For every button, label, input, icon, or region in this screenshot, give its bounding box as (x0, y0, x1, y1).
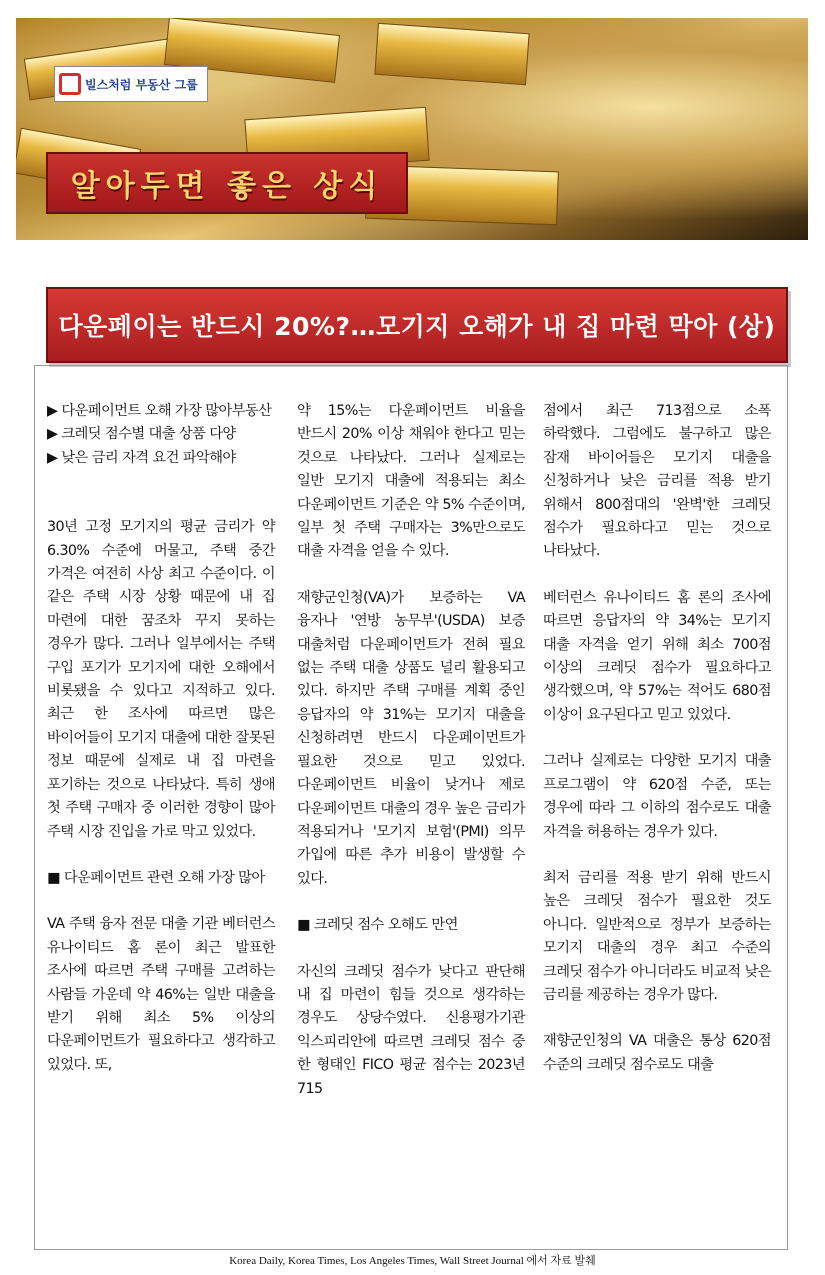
paragraph: 베터런스 유나이티드 홈 론의 조사에 따르면 응답자의 약 34%는 모기지 대출 자격을 얻기 위해 최소 700점 이상의 크레딧 점수가 필요하다고 생각했으며, 약 57%는 적어도 680점 이상이 요구된다고 믿고 있었다. (543, 589, 771, 723)
section-heading: ■ 크레딧 점수 오해도 만연 (297, 917, 458, 934)
bullet-item: ▶ 다운페이먼트 오해 가장 많아부동산 (47, 403, 272, 419)
header-banner-image (16, 18, 808, 240)
paragraph: 약 15%는 다운페이먼트 비율을 반드시 20% 이상 채워야 한다고 믿는 것으로 나타났다. 그러나 실제로는 일반 모기지 대출에 적용되는 최소 다운페이먼트 기준은 약 5% 수준이며, 일부 첫 주택 구매자는 3%만으로도 대출 자격을 얻을 수 있다. (297, 403, 525, 560)
logo-name: 빌스처럼 부동산 그룹 (85, 77, 198, 92)
paragraph: 재향군인청의 VA 대출은 통상 620점 수준의 크레딧 점수로도 대출 (543, 1033, 771, 1073)
article-column-2 (297, 400, 525, 1124)
paragraph: VA 주택 융자 전문 대출 기관 베터런스 유나이티드 홈 론이 최근 발표한 조사에 따르면 주택 구매를 고려하는 사람들 가운데 약 46%는 일반 대출을 받기 위해 최소 5% 이상의 다운페이먼트가 필요하다고 생각하고 있었다. 또, (47, 916, 275, 1073)
bullet-item: ▶ 낮은 금리 자격 요건 파악해야 (47, 449, 236, 466)
bullet-item: ▶ 크레딧 점수별 대출 상품 다양 (47, 426, 236, 443)
paragraph: 그러나 실제로는 다양한 모기지 대출 프로그램이 약 620점 수준, 또는 경우에 따라 그 이하의 점수로도 대출 자격을 허용하는 경우가 있다. (543, 753, 771, 840)
section-heading: ■ 다운페이먼트 관련 오해 가장 많아 (47, 869, 265, 886)
paragraph: 최저 금리를 적용 받기 위해 반드시 높은 크레딧 점수가 필요한 것도 아니다. 일반적으로 정부가 보증하는 모기지 대출의 경우 최고 수준의 크레딧 점수가 아니더라도 비교적 낮은 금리를 제공하는 경우가 많다. (543, 869, 771, 1003)
source-credit: Korea Daily, Korea Times, Los Angeles Times, Wall Street Journal 에서 자료 발췌 (229, 1255, 596, 1267)
article-column-1 (47, 400, 275, 1100)
paragraph: 30년 고정 모기지의 평균 금리가 약 6.30% 수준에 머물고, 주택 중간 가격은 여전히 사상 최고 수준이다. 이 같은 주택 시장 상황 때문에 내 집 마련에 대한 꿈조차 꾸지 못하는 경우가 많다. 그러나 일부에서는 주택 구입 포기가 모기지에 대한 오해에서 비롯됐을 수 있다고 지적하고 있다. 최근 한 조사에 따르면 많은 바이어들이 모기지 대출에 대한 잘못된 정보 때문에 실제로 내 집 마련을 포기하는 것으로 나타났다. 특히 생애 첫 주택 구매자 중 이러한 경향이 많아 주택 시장 진입을 가로 막고 있었다. (47, 519, 275, 840)
article-headline (46, 287, 788, 363)
section-ribbon (46, 152, 408, 214)
paragraph: 재향군인청(VA)가 보증하는 VA 융자나 '연방 농무부'(USDA) 보증 대출처럼 다운페이먼트가 전혀 필요 없는 주택 대출 상품도 널리 활용되고 있다. 하지만 주택 구매를 계획 중인 응답자의 약 31%는 모기지 대출을 신청하려면 반드시 다운페이먼트가 필요한 것으로 믿고 있었다. 다운페이먼트 비율이 낮거나 제로 다운페이먼트 대출의 경우 높은 금리가 적용되거나 '모기지 보험'(PMI) 의무 가입에 따른 추가 비용이 발생할 수 있다. (297, 589, 525, 887)
logo-mark-icon (59, 73, 81, 95)
company-logo (54, 66, 208, 102)
article-column-3 (543, 400, 771, 1100)
paragraph: 점에서 최근 713점으로 소폭 하락했다. 그럼에도 불구하고 많은 잠재 바이어들은 모기지 대출을 신청하거나 낮은 금리를 적용 받기 위해서 800점대의 '완벽'한 크레딧 점수가 필요하다고 믿는 것으로 나타났다. (543, 403, 771, 560)
headline-text: 다운페이는 반드시 20%?…모기지 오해가 내 집 마련 막아 (상) (58, 312, 776, 341)
paragraph: 자신의 크레딧 점수가 낮다고 판단해 내 집 마련이 힘들 것으로 생각하는 경우도 상당수였다. 신용평가기관 익스피리안에 따르면 크레딧 점수 중 한 형태인 FICO 평균 점수는 2023년 715 (297, 963, 525, 1097)
ribbon-title: 알아두면 좋은 상식 (70, 169, 384, 204)
